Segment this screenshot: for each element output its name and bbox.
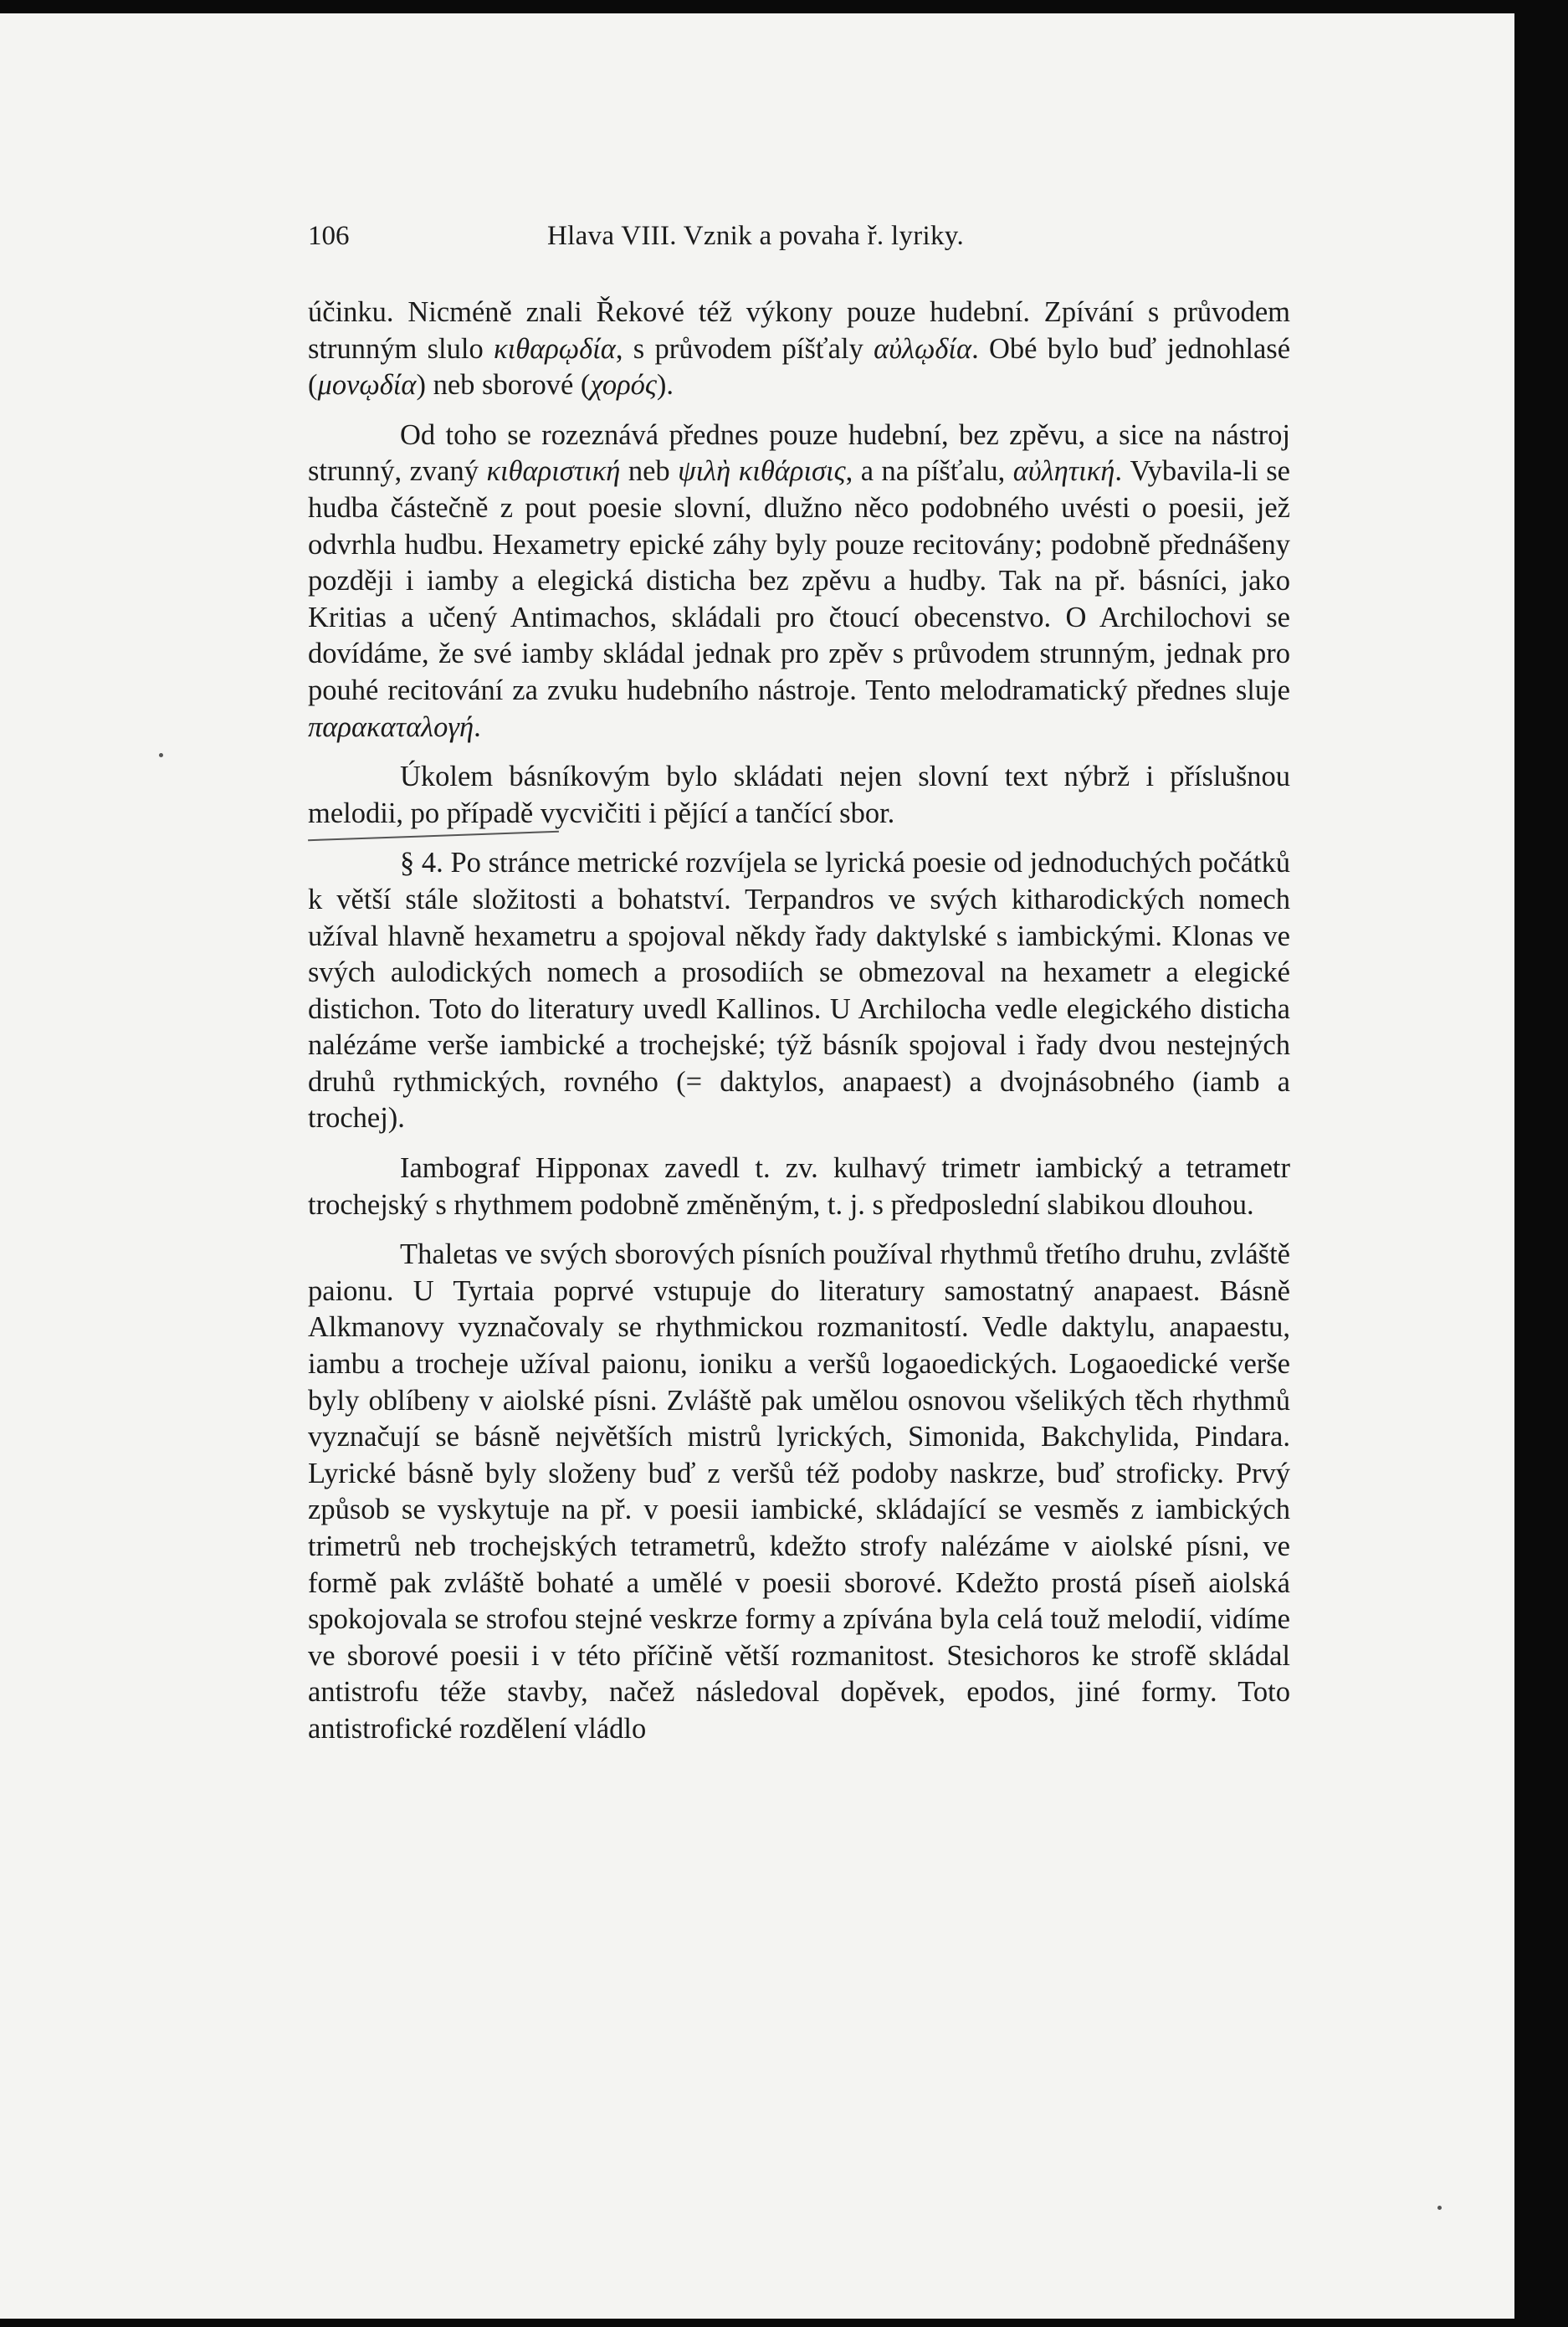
text-run: . [474,710,481,743]
text-run: Úkolem básníkovým bylo skládati nejen slovní text nýbrž i příslušnou melodii, po případě vycvičiti i pějící a tančící sbor. [308,761,1290,829]
paragraph [308,1151,1290,1223]
book-page [0,13,1514,2319]
text-run: neb [620,455,679,488]
text-run: . Obé bylo buď jednohlasé ( [308,332,1291,402]
paragraph [308,418,1290,746]
greek-term: αὐλητική [1012,455,1115,488]
greek-term: κιθαρῳδία [494,332,616,365]
body-text [308,295,1290,1748]
page-header [308,221,1058,268]
paragraph [308,1237,1290,1747]
paragraph [308,759,1290,832]
scan-bottom-edge [0,2319,1568,2327]
text-run: ). [656,369,674,402]
text-run: ) neb sborové ( [416,369,591,402]
paragraph [308,295,1290,404]
running-head: Hlava VIII. Vznik a povaha ř. lyriky. [547,221,965,251]
scan-right-edge [1514,0,1568,2327]
text-run: Iambograf Hipponax zavedl t. zv. kulhavý trimetr iambický a tetrametr trochejský s rhythmem podobně změněným, t. j. s předposlední slabikou dlouhou. [308,1152,1290,1221]
greek-term: μονῳδία [317,369,417,402]
scan-top-edge [0,0,1568,13]
text-run: Thaletas ve svých sborových písních používal rhythmů třetího druhu, zvláště paionu. U Tyrtaia poprvé vstupuje do literatury samostatný anapaest. Básně Alkmanovy vyznačovaly se rhythmickou rozmanitostí. Vedle daktylu, anapaestu, iambu a trocheje užíval paionu, ioniku a veršů logaoedických. Logaoedické verše byly oblíbeny v aiolské písni. Zvláště pak umělou osnovou všelikých těch rhythmů vyznačují se básně největších mistrů lyrických, Simonida, Bakchylida, Pindara. Lyrické básně byly složeny buď z veršů též podoby naskrze, buď stroficky. Prvý způsob se vyskytuje na př. v poesii iambické, skládající se vesměs z iambických trimetrů neb trochejských tetrametrů, kdežto strofy nalézáme v aiolské písni, ve formě pak zvláště bohaté a umělé v poesii sborové. Kdežto prostá píseň aiolská spokojovala se strofou stejné veskrze formy a zpívána byla celá touž melodií, vidíme ve sborové poesii i v této příčině větší rozmanitost. Stesichoros ke strofě skládal antistrofu téže stavby, načež následoval dopěvek, epodos, jiné formy. Toto antistrofické rozdělení vládlo [308,1238,1290,1745]
margin-speck [1437,2206,1442,2210]
text-run: , a na píšťalu, [845,455,1013,488]
text-run: Od toho se rozeznává přednes pouze hudební, bez zpěvu, a sice na nástroj strunný, zvaný [308,418,1290,488]
greek-term: κιθαριστική [486,455,621,488]
greek-term: παρακαταλογή [308,710,474,743]
text-run: . Vybavila-li se hudba částečně z pout poesie slovní, dlužno něco podobného uvésti o poesii, jež odvrhla hudbu. Hexametry epické záhy byly pouze recitovány; podobně přednášeny později i iamby a elegická disticha bez zpěvu a hudby. Tak na př. básníci, jako Kritias a učený Antimachos, skládali pro čtoucí obecenstvo. O Archilochovi se dovídáme, že své iamby skládal jednak pro zpěv s průvodem strunným, jednak pro pouhé recitování za zvuku hudebního nástroje. Tento melodramatický přednes sluje [308,455,1290,706]
text-run: účinku. Nicméně znali Řekové též výkony pouze hudební. Zpívání s průvodem strunným slulo [308,296,1290,365]
text-run: § 4. Po stránce metrické rozvíjela se lyrická poesie od jednoduchých počátků k větší stále složitosti a bohatství. Terpandros ve svých kitharodických nomech užíval hlavně hexametru a spojoval někdy řady daktylské s iambickými. Klonas ve svých aulodických nomech a prosodiích se obmezoval na hexametr a elegické distichon. Toto do literatury uvedl Kallinos. U Archilocha vedle elegického disticha nalézáme verše iambické a trochejské; týž básník spojoval i řady dvou nestejných druhů rythmických, rovného (= daktylos, anapaest) a dvojnásobného (iamb a trochej). [308,847,1290,1135]
paragraph [308,845,1290,1137]
page-number: 106 [308,221,350,251]
margin-speck [159,753,163,757]
greek-term: ψιλὴ κιθάρισις [678,455,846,488]
text-run: , s průvodem píšťaly [615,332,874,365]
greek-term: αὐλῳδία [874,332,972,365]
greek-term: χορός [590,369,657,402]
